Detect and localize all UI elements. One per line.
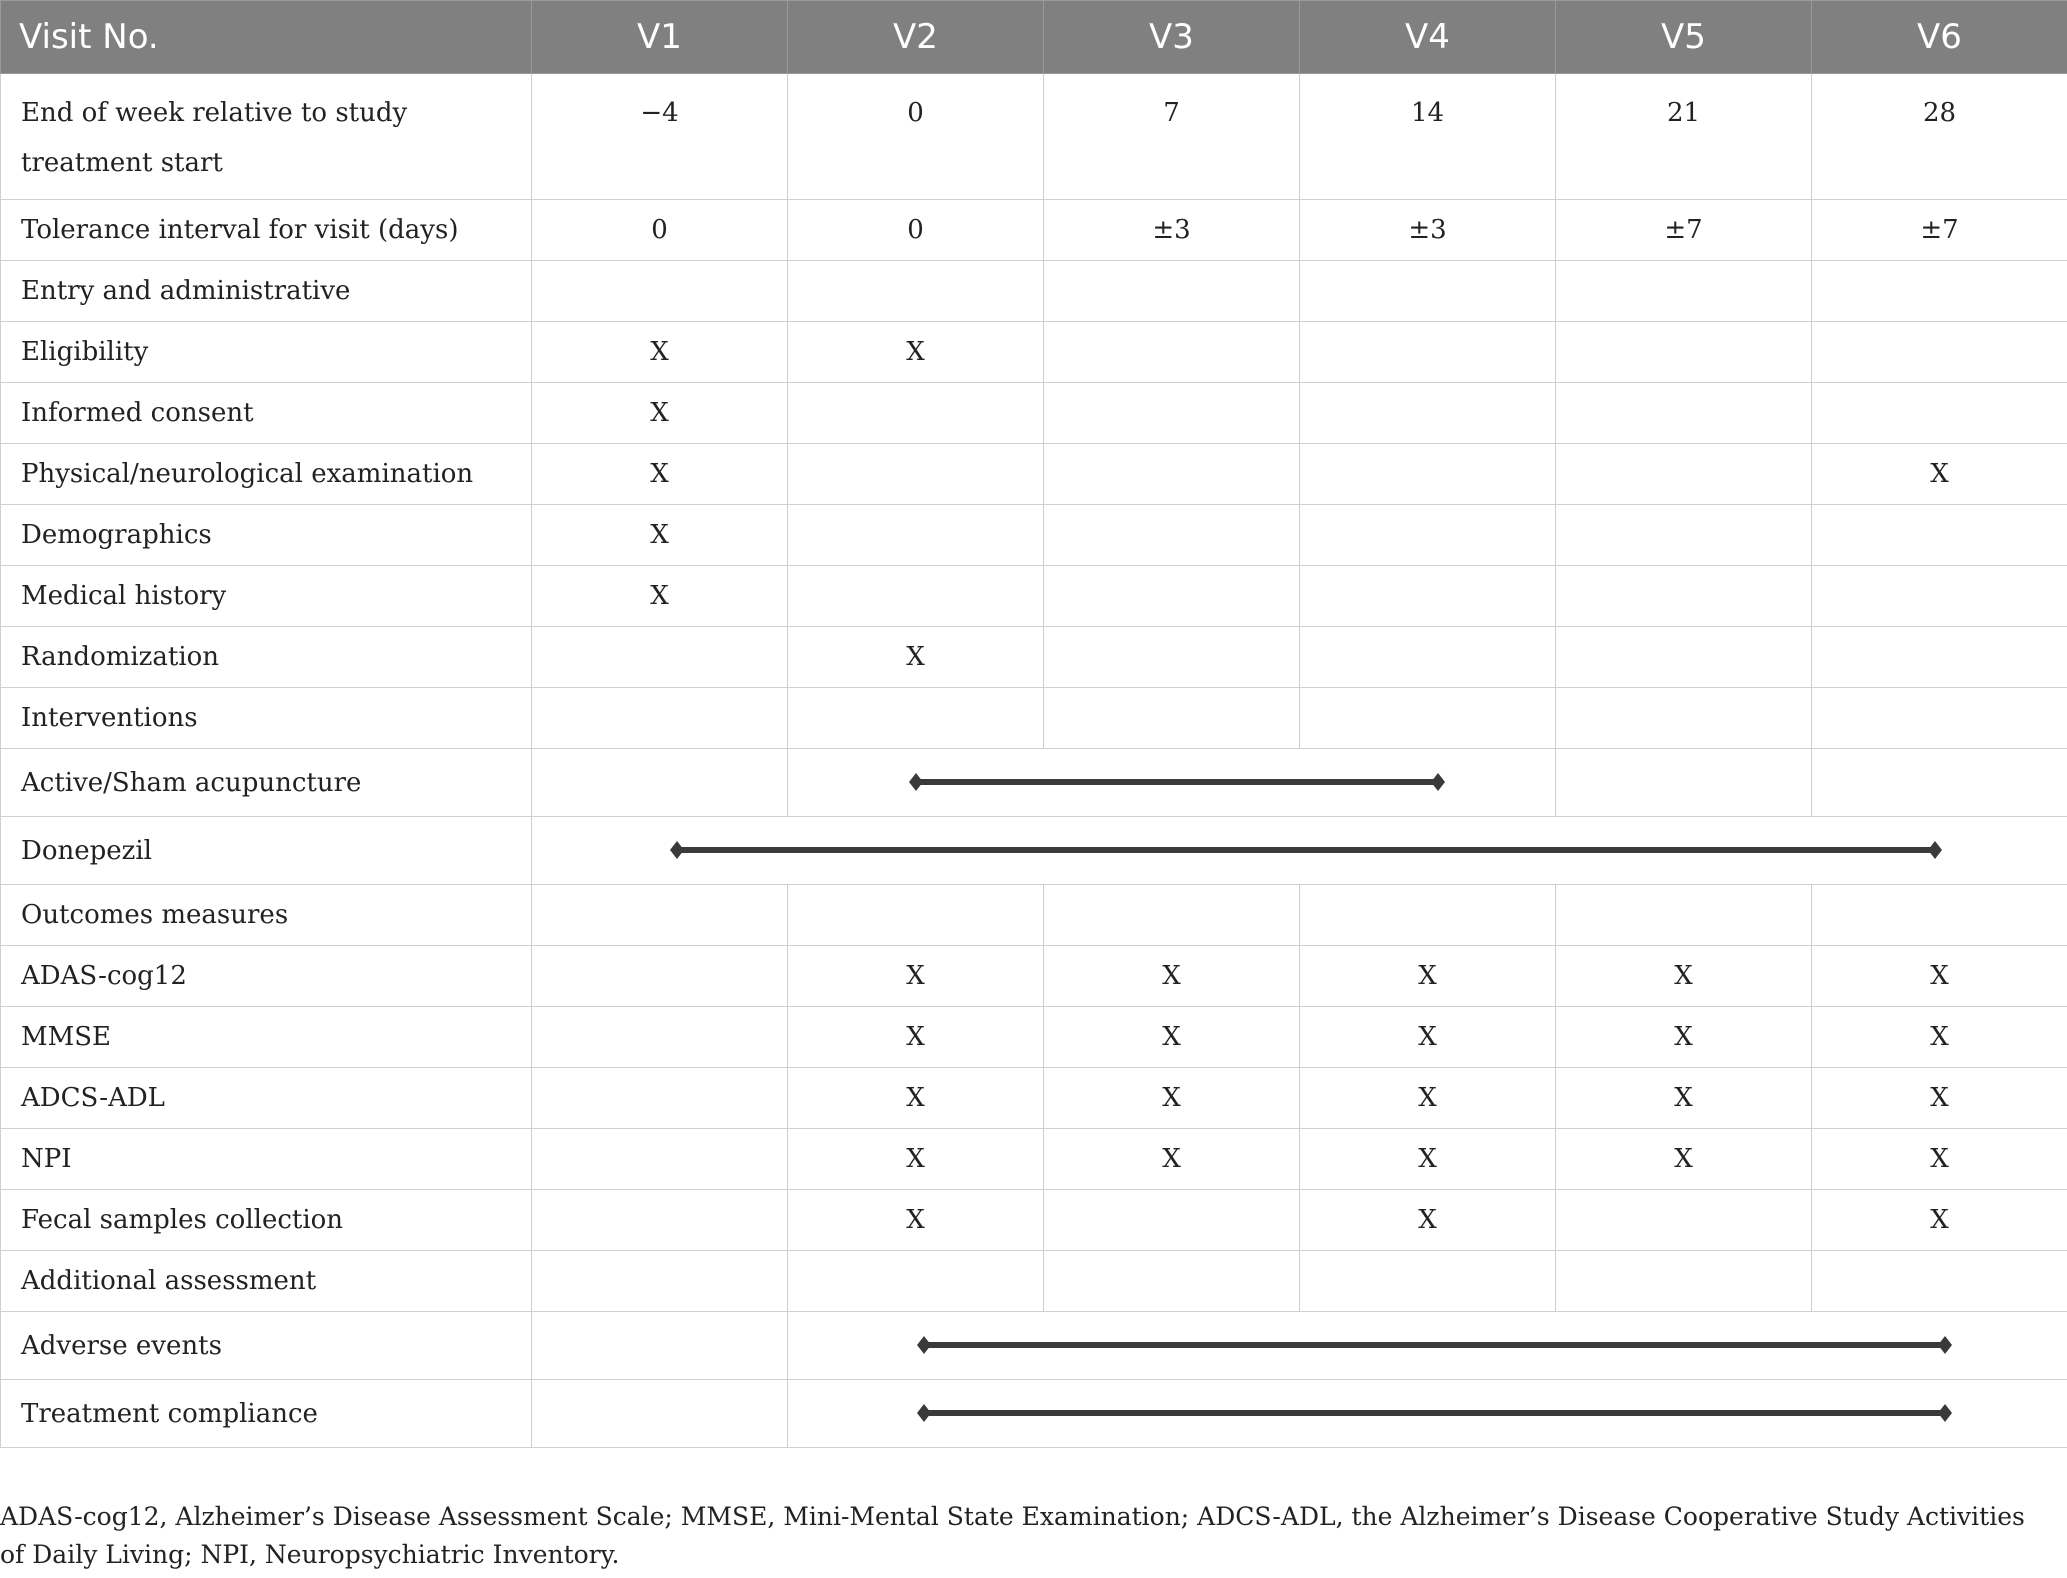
- table-cell: [532, 946, 788, 1007]
- table-row: [1, 1312, 2067, 1380]
- table-cell: [1044, 885, 1300, 946]
- table-cell: [532, 1068, 788, 1129]
- visit-mark-cell: X: [1044, 1068, 1300, 1129]
- table-cell: [788, 885, 1044, 946]
- table-cell: [1044, 261, 1300, 322]
- table-cell: [1300, 322, 1556, 383]
- table-cell: [1812, 749, 2067, 817]
- table-cell: [1556, 885, 1812, 946]
- table-cell: [1044, 1251, 1300, 1312]
- table-cell: [532, 1129, 788, 1190]
- table-cell: [1300, 444, 1556, 505]
- row-label: Physical/neurological examination: [1, 444, 532, 505]
- visit-mark-cell: X: [1556, 1068, 1812, 1129]
- header-visit-v3: V3: [1044, 1, 1300, 74]
- table-cell: [1300, 261, 1556, 322]
- table-cell: ±3: [1300, 200, 1556, 261]
- visit-mark-cell: X: [1812, 1068, 2067, 1129]
- table-cell: [1044, 1190, 1300, 1251]
- visit-mark-cell: X: [1300, 1007, 1556, 1068]
- table-cell: [1044, 566, 1300, 627]
- row-label: Additional assessment: [1, 1251, 532, 1312]
- visit-mark-cell: X: [788, 1190, 1044, 1251]
- table-cell: [788, 505, 1044, 566]
- table-cell: [1812, 627, 2067, 688]
- table-cell: [1300, 383, 1556, 444]
- visit-mark-cell: X: [1812, 946, 2067, 1007]
- duration-bar-cell: [532, 817, 2067, 885]
- row-label: Active/Sham acupuncture: [1, 749, 532, 817]
- table-row: [1, 1068, 2067, 1129]
- table-header: [1, 1, 2067, 74]
- table-cell: [1300, 505, 1556, 566]
- table-cell: [1300, 627, 1556, 688]
- bar-start-diamond: [909, 773, 923, 791]
- duration-bar-cell: [788, 749, 1556, 817]
- visit-mark-cell: X: [1300, 1068, 1556, 1129]
- row-label: Interventions: [1, 688, 532, 749]
- table-row: [1, 74, 2067, 200]
- table-cell: [1556, 322, 1812, 383]
- row-label: Medical history: [1, 566, 532, 627]
- table-row: [1, 200, 2067, 261]
- table-cell: 7: [1044, 74, 1300, 200]
- table-cell: 0: [532, 200, 788, 261]
- row-label: Outcomes measures: [1, 885, 532, 946]
- table-cell: [1556, 383, 1812, 444]
- table-cell: 28: [1812, 74, 2067, 200]
- bar-end-diamond: [1431, 773, 1445, 791]
- table-row: [1, 1007, 2067, 1068]
- table-row: [1, 261, 2067, 322]
- table-row: [1, 1129, 2067, 1190]
- header-visit-v4: V4: [1300, 1, 1556, 74]
- table-cell: [532, 627, 788, 688]
- visit-mark-cell: X: [1044, 946, 1300, 1007]
- duration-bar-cell: [788, 1312, 2067, 1380]
- table-cell: [1556, 505, 1812, 566]
- table-cell: [1812, 383, 2067, 444]
- table-row: [1, 505, 2067, 566]
- table-cell: [1812, 1251, 2067, 1312]
- table-row: [1, 383, 2067, 444]
- bar-start-diamond: [670, 841, 684, 859]
- row-label: Tolerance interval for visit (days): [1, 200, 532, 261]
- table-cell: [1300, 885, 1556, 946]
- header-row: [1, 1, 2067, 74]
- table-cell: [532, 1380, 788, 1448]
- table-cell: ±3: [1044, 200, 1300, 261]
- table-cell: [1044, 688, 1300, 749]
- table-row: [1, 749, 2067, 817]
- row-label: ADCS-ADL: [1, 1068, 532, 1129]
- table-cell: [1556, 749, 1812, 817]
- duration-bar: [788, 749, 1556, 816]
- table-cell: [1044, 444, 1300, 505]
- table-row: [1, 322, 2067, 383]
- visit-mark-cell: X: [788, 627, 1044, 688]
- table-cell: [788, 1251, 1044, 1312]
- table-cell: 14: [1300, 74, 1556, 200]
- visit-mark-cell: X: [1812, 444, 2067, 505]
- duration-bar: [788, 1380, 2067, 1447]
- visit-mark-cell: X: [1044, 1129, 1300, 1190]
- visit-mark-cell: X: [1556, 1129, 1812, 1190]
- table-cell: [532, 261, 788, 322]
- visit-mark-cell: X: [1812, 1007, 2067, 1068]
- table-cell: [1044, 627, 1300, 688]
- table-row: [1, 444, 2067, 505]
- table-cell: [788, 383, 1044, 444]
- visit-mark-cell: X: [1812, 1190, 2067, 1251]
- visit-mark-cell: X: [788, 1007, 1044, 1068]
- row-label: Donepezil: [1, 817, 532, 885]
- table-cell: [1812, 322, 2067, 383]
- table-cell: [532, 749, 788, 817]
- bar-end-diamond: [1928, 841, 1942, 859]
- table-cell: ±7: [1812, 200, 2067, 261]
- table-cell: [1556, 444, 1812, 505]
- table-cell: [532, 1007, 788, 1068]
- visit-mark-cell: X: [1044, 1007, 1300, 1068]
- table-footnote: ADAS-cog12, Alzheimer’s Disease Assessment Scale; MMSE, Mini-Mental State Examination; ADCS-ADL, the Alzheimer’s Disease Cooperative Study Activities of Daily Living; NPI, Neuropsychiatric Inventory.: [0, 1502, 2025, 1569]
- table-cell: [788, 688, 1044, 749]
- header-visit-label: Visit No.: [1, 1, 532, 74]
- table-cell: [788, 261, 1044, 322]
- visit-mark-cell: X: [1556, 1007, 1812, 1068]
- row-label: Demographics: [1, 505, 532, 566]
- table-body: [1, 74, 2067, 1448]
- table-row: [1, 1380, 2067, 1448]
- row-label: Entry and administrative: [1, 261, 532, 322]
- row-label: Eligibility: [1, 322, 532, 383]
- header-visit-v6: V6: [1812, 1, 2067, 74]
- table-cell: [1300, 566, 1556, 627]
- visit-mark-cell: X: [532, 505, 788, 566]
- visit-mark-cell: X: [788, 1129, 1044, 1190]
- header-visit-v5: V5: [1556, 1, 1812, 74]
- table-cell: [1812, 566, 2067, 627]
- visit-mark-cell: X: [532, 322, 788, 383]
- table-row: [1, 1251, 2067, 1312]
- table-cell: 0: [788, 200, 1044, 261]
- table-cell: [532, 1251, 788, 1312]
- table-row: [1, 885, 2067, 946]
- table-row: [1, 627, 2067, 688]
- bar-end-diamond: [1938, 1336, 1952, 1354]
- table-cell: [1556, 627, 1812, 688]
- visit-mark-cell: X: [788, 1068, 1044, 1129]
- bar-end-diamond: [1938, 1404, 1952, 1422]
- bar-start-diamond: [917, 1336, 931, 1354]
- row-label: ADAS-cog12: [1, 946, 532, 1007]
- table-row: [1, 817, 2067, 885]
- visit-mark-cell: X: [788, 946, 1044, 1007]
- visit-mark-cell: X: [1812, 1129, 2067, 1190]
- table-cell: [788, 444, 1044, 505]
- table-cell: [1556, 1190, 1812, 1251]
- duration-bar-cell: [788, 1380, 2067, 1448]
- row-label: MMSE: [1, 1007, 532, 1068]
- table-cell: [1556, 566, 1812, 627]
- header-visit-v1: V1: [532, 1, 788, 74]
- table-cell: [532, 1312, 788, 1380]
- table-cell: [1300, 688, 1556, 749]
- row-label: Informed consent: [1, 383, 532, 444]
- duration-bar: [788, 1312, 2067, 1379]
- header-visit-v2: V2: [788, 1, 1044, 74]
- row-label: Treatment compliance: [1, 1380, 532, 1448]
- table-cell: [532, 1190, 788, 1251]
- table-cell: [1556, 261, 1812, 322]
- visit-mark-cell: X: [1300, 946, 1556, 1007]
- table-cell: [1044, 322, 1300, 383]
- table-cell: 0: [788, 74, 1044, 200]
- table-row: [1, 1190, 2067, 1251]
- table-cell: [1556, 1251, 1812, 1312]
- bar-start-diamond: [917, 1404, 931, 1422]
- visit-mark-cell: X: [1300, 1190, 1556, 1251]
- row-label: Randomization: [1, 627, 532, 688]
- table-cell: [1556, 688, 1812, 749]
- table-cell: [532, 688, 788, 749]
- table-cell: [1812, 261, 2067, 322]
- table-cell: [1044, 383, 1300, 444]
- table-cell: [1812, 688, 2067, 749]
- table-cell: [532, 885, 788, 946]
- visit-mark-cell: X: [1300, 1129, 1556, 1190]
- table-cell: [1044, 505, 1300, 566]
- table-row: [1, 946, 2067, 1007]
- table-cell: 21: [1556, 74, 1812, 200]
- visit-mark-cell: X: [532, 444, 788, 505]
- row-label: Fecal samples collection: [1, 1190, 532, 1251]
- visit-mark-cell: X: [788, 322, 1044, 383]
- table-row: [1, 688, 2067, 749]
- table-cell: [1300, 1251, 1556, 1312]
- table-cell: [788, 566, 1044, 627]
- table-cell: [1812, 885, 2067, 946]
- row-label: Adverse events: [1, 1312, 532, 1380]
- duration-bar: [532, 817, 2067, 884]
- row-label: End of week relative to study treatment start: [1, 74, 532, 200]
- table-row: [1, 566, 2067, 627]
- table-cell: [1812, 505, 2067, 566]
- visit-mark-cell: X: [1556, 946, 1812, 1007]
- row-label: NPI: [1, 1129, 532, 1190]
- visit-mark-cell: X: [532, 566, 788, 627]
- visit-mark-cell: X: [532, 383, 788, 444]
- table-cell: ±7: [1556, 200, 1812, 261]
- table-cell: −4: [532, 74, 788, 200]
